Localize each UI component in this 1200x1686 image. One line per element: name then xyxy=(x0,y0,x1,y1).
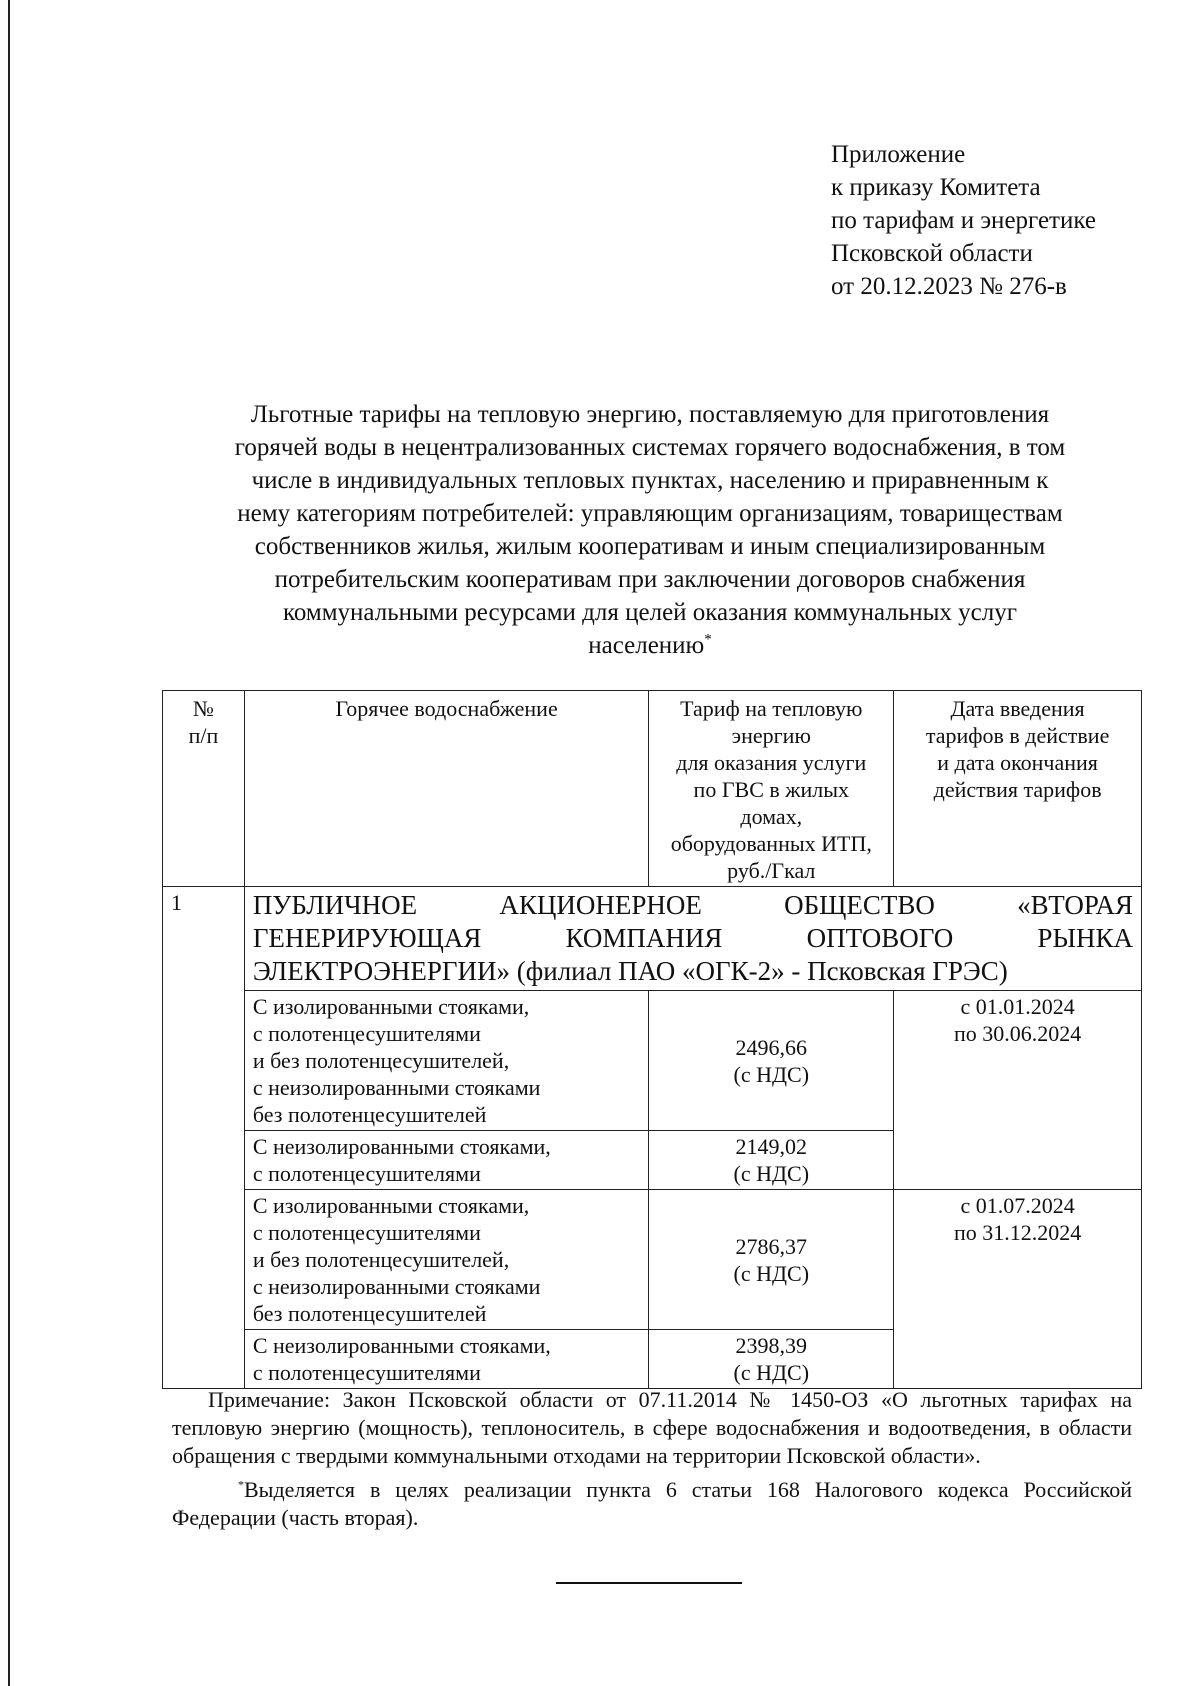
table-header-row xyxy=(163,691,1142,887)
document-title xyxy=(170,398,1130,662)
row-name xyxy=(244,1190,649,1330)
tariff-value: 2786,37 xyxy=(735,1233,808,1259)
title-line: Льготные тарифы на тепловую энергию, поставляемую для приготовления xyxy=(250,401,1050,428)
row-tariff xyxy=(649,991,894,1131)
row-name-line: С неизолированными стояками, xyxy=(252,1333,551,1358)
header-tariff-line: оборудованных ИТП, xyxy=(670,831,872,856)
header-tariff-line: энергию xyxy=(731,723,811,748)
header-date-line: и дата окончания xyxy=(937,750,1098,775)
tariff-value: 2398,39 xyxy=(735,1333,808,1358)
header-date-line: Дата введения xyxy=(950,696,1085,721)
footnote-mark: * xyxy=(238,1477,244,1492)
row-name-line: и без полотенцесушителей, xyxy=(252,1247,510,1272)
tariff-table xyxy=(162,690,1142,1389)
row-name-line: с полотенцесушителями xyxy=(252,1220,481,1245)
header-date-line: действия тарифов xyxy=(933,777,1102,802)
row-name-line: С неизолированными стояками, xyxy=(252,1134,551,1159)
row-name-line: С изолированными стояками, xyxy=(252,1193,530,1218)
header-date-line: тарифов в действие xyxy=(925,723,1110,748)
title-line: потребительским кооперативам при заключении договоров снабжения xyxy=(274,566,1026,593)
tariff-value: 2149,02 xyxy=(735,1134,808,1159)
note-text: Примечание: Закон Псковской области от 07.11.2014 № 1450-ОЗ «О льготных тарифах на тепловую энергию (мощность), теплоноситель, в сфере водоснабжения и водоотведения, в области обращения с твердыми коммунальными отходами на территории Псковской области». xyxy=(172,1387,1132,1468)
period-start: с 01.01.2024 xyxy=(960,994,1075,1019)
table-row-company xyxy=(163,887,1142,991)
row-name-line: без полотенцесушителей xyxy=(252,1301,487,1326)
row-name-line: с полотенцесушителями xyxy=(252,1360,481,1385)
header-date xyxy=(894,691,1142,887)
header-num xyxy=(163,691,245,887)
header-tariff-line: домах, xyxy=(740,804,803,829)
footnote-body: Выделяется в целях реализации пункта 6 статьи 168 Налогового кодекса Российской Федерации (часть вторая). xyxy=(172,1477,1132,1530)
appendix-line: Приложение xyxy=(831,141,966,168)
row-name xyxy=(244,1131,649,1190)
table-row xyxy=(163,991,1142,1131)
closing-rule xyxy=(556,1582,742,1584)
header-tariff-line: для оказания услуги xyxy=(676,750,867,775)
row-name xyxy=(244,991,649,1131)
row-name xyxy=(244,1330,649,1389)
appendix-line: Псковской области xyxy=(831,240,1033,267)
title-line-last xyxy=(170,629,1130,662)
row-number: 1 xyxy=(163,887,245,1389)
period-start: с 01.07.2024 xyxy=(960,1193,1075,1218)
title-line: нему категориям потребителей: управляющим организациям, товариществам xyxy=(237,500,1063,527)
header-tariff-line: Тариф на тепловую xyxy=(680,696,863,721)
period-cell xyxy=(894,991,1142,1190)
row-tariff xyxy=(649,1190,894,1330)
row-tariff xyxy=(649,1330,894,1389)
row-name-line: С изолированными стояками, xyxy=(252,994,530,1019)
tariff-value: 2496,66 xyxy=(735,1034,808,1060)
title-line: собственников жилья, жилым кооперативам и иным специализированным xyxy=(254,533,1046,560)
title-line: горячей воды в нецентрализованных системах горячего водоснабжения, в том xyxy=(234,434,1066,461)
appendix-line: по тарифам и энергетике xyxy=(831,207,1096,234)
footnote-text xyxy=(172,1476,1132,1532)
title-footnote-mark: * xyxy=(704,631,712,648)
header-tariff xyxy=(649,691,894,887)
row-tariff xyxy=(649,1131,894,1190)
period-cell xyxy=(894,1190,1142,1389)
tariff-vat-note: (с НДС) xyxy=(733,1360,810,1385)
table-row xyxy=(163,1190,1142,1330)
scan-edge-line xyxy=(8,0,10,1686)
tariff-vat-note: (с НДС) xyxy=(733,1061,810,1087)
row-name-line: с неизолированными стояками xyxy=(252,1075,541,1100)
row-name-line: и без полотенцесушителей, xyxy=(252,1048,510,1073)
row-name-line: с неизолированными стояками xyxy=(252,1274,541,1299)
title-line: коммунальными ресурсами для целей оказания коммунальных услуг xyxy=(283,599,1017,626)
title-last-text: населению xyxy=(588,632,705,659)
header-tariff-line: руб./Гкал xyxy=(727,858,816,883)
row-name-line: с полотенцесушителями xyxy=(252,1021,481,1046)
company-name: ПУБЛИЧНОЕ АКЦИОНЕРНОЕ ОБЩЕСТВО «ВТОРАЯ ГЕНЕРИРУЮЩАЯ КОМПАНИЯ ОПТОВОГО РЫНКА ЭЛЕКТРОЭНЕРГИИ» (филиал ПАО «ОГК-2» - Псковская ГРЭС) xyxy=(244,887,1141,991)
header-num-line: № xyxy=(192,696,214,721)
row-name-line: без полотенцесушителей xyxy=(252,1102,487,1127)
header-tariff-line: по ГВС в жилых xyxy=(693,777,850,802)
period-end: по 30.06.2024 xyxy=(953,1021,1082,1046)
appendix-block xyxy=(831,138,1096,303)
appendix-line: к приказу Комитета xyxy=(831,174,1041,201)
tariff-vat-note: (с НДС) xyxy=(733,1260,810,1286)
header-name: Горячее водоснабжение xyxy=(244,691,649,887)
appendix-line: от 20.12.2023 № 276-в xyxy=(831,273,1067,300)
note-block xyxy=(172,1386,1132,1532)
header-num-line: п/п xyxy=(188,723,219,748)
title-line: числе в индивидуальных тепловых пунктах, населению и приравненным к xyxy=(251,467,1049,494)
tariff-vat-note: (с НДС) xyxy=(733,1161,810,1186)
period-end: по 31.12.2024 xyxy=(953,1220,1082,1245)
row-name-line: с полотенцесушителями xyxy=(252,1161,481,1186)
